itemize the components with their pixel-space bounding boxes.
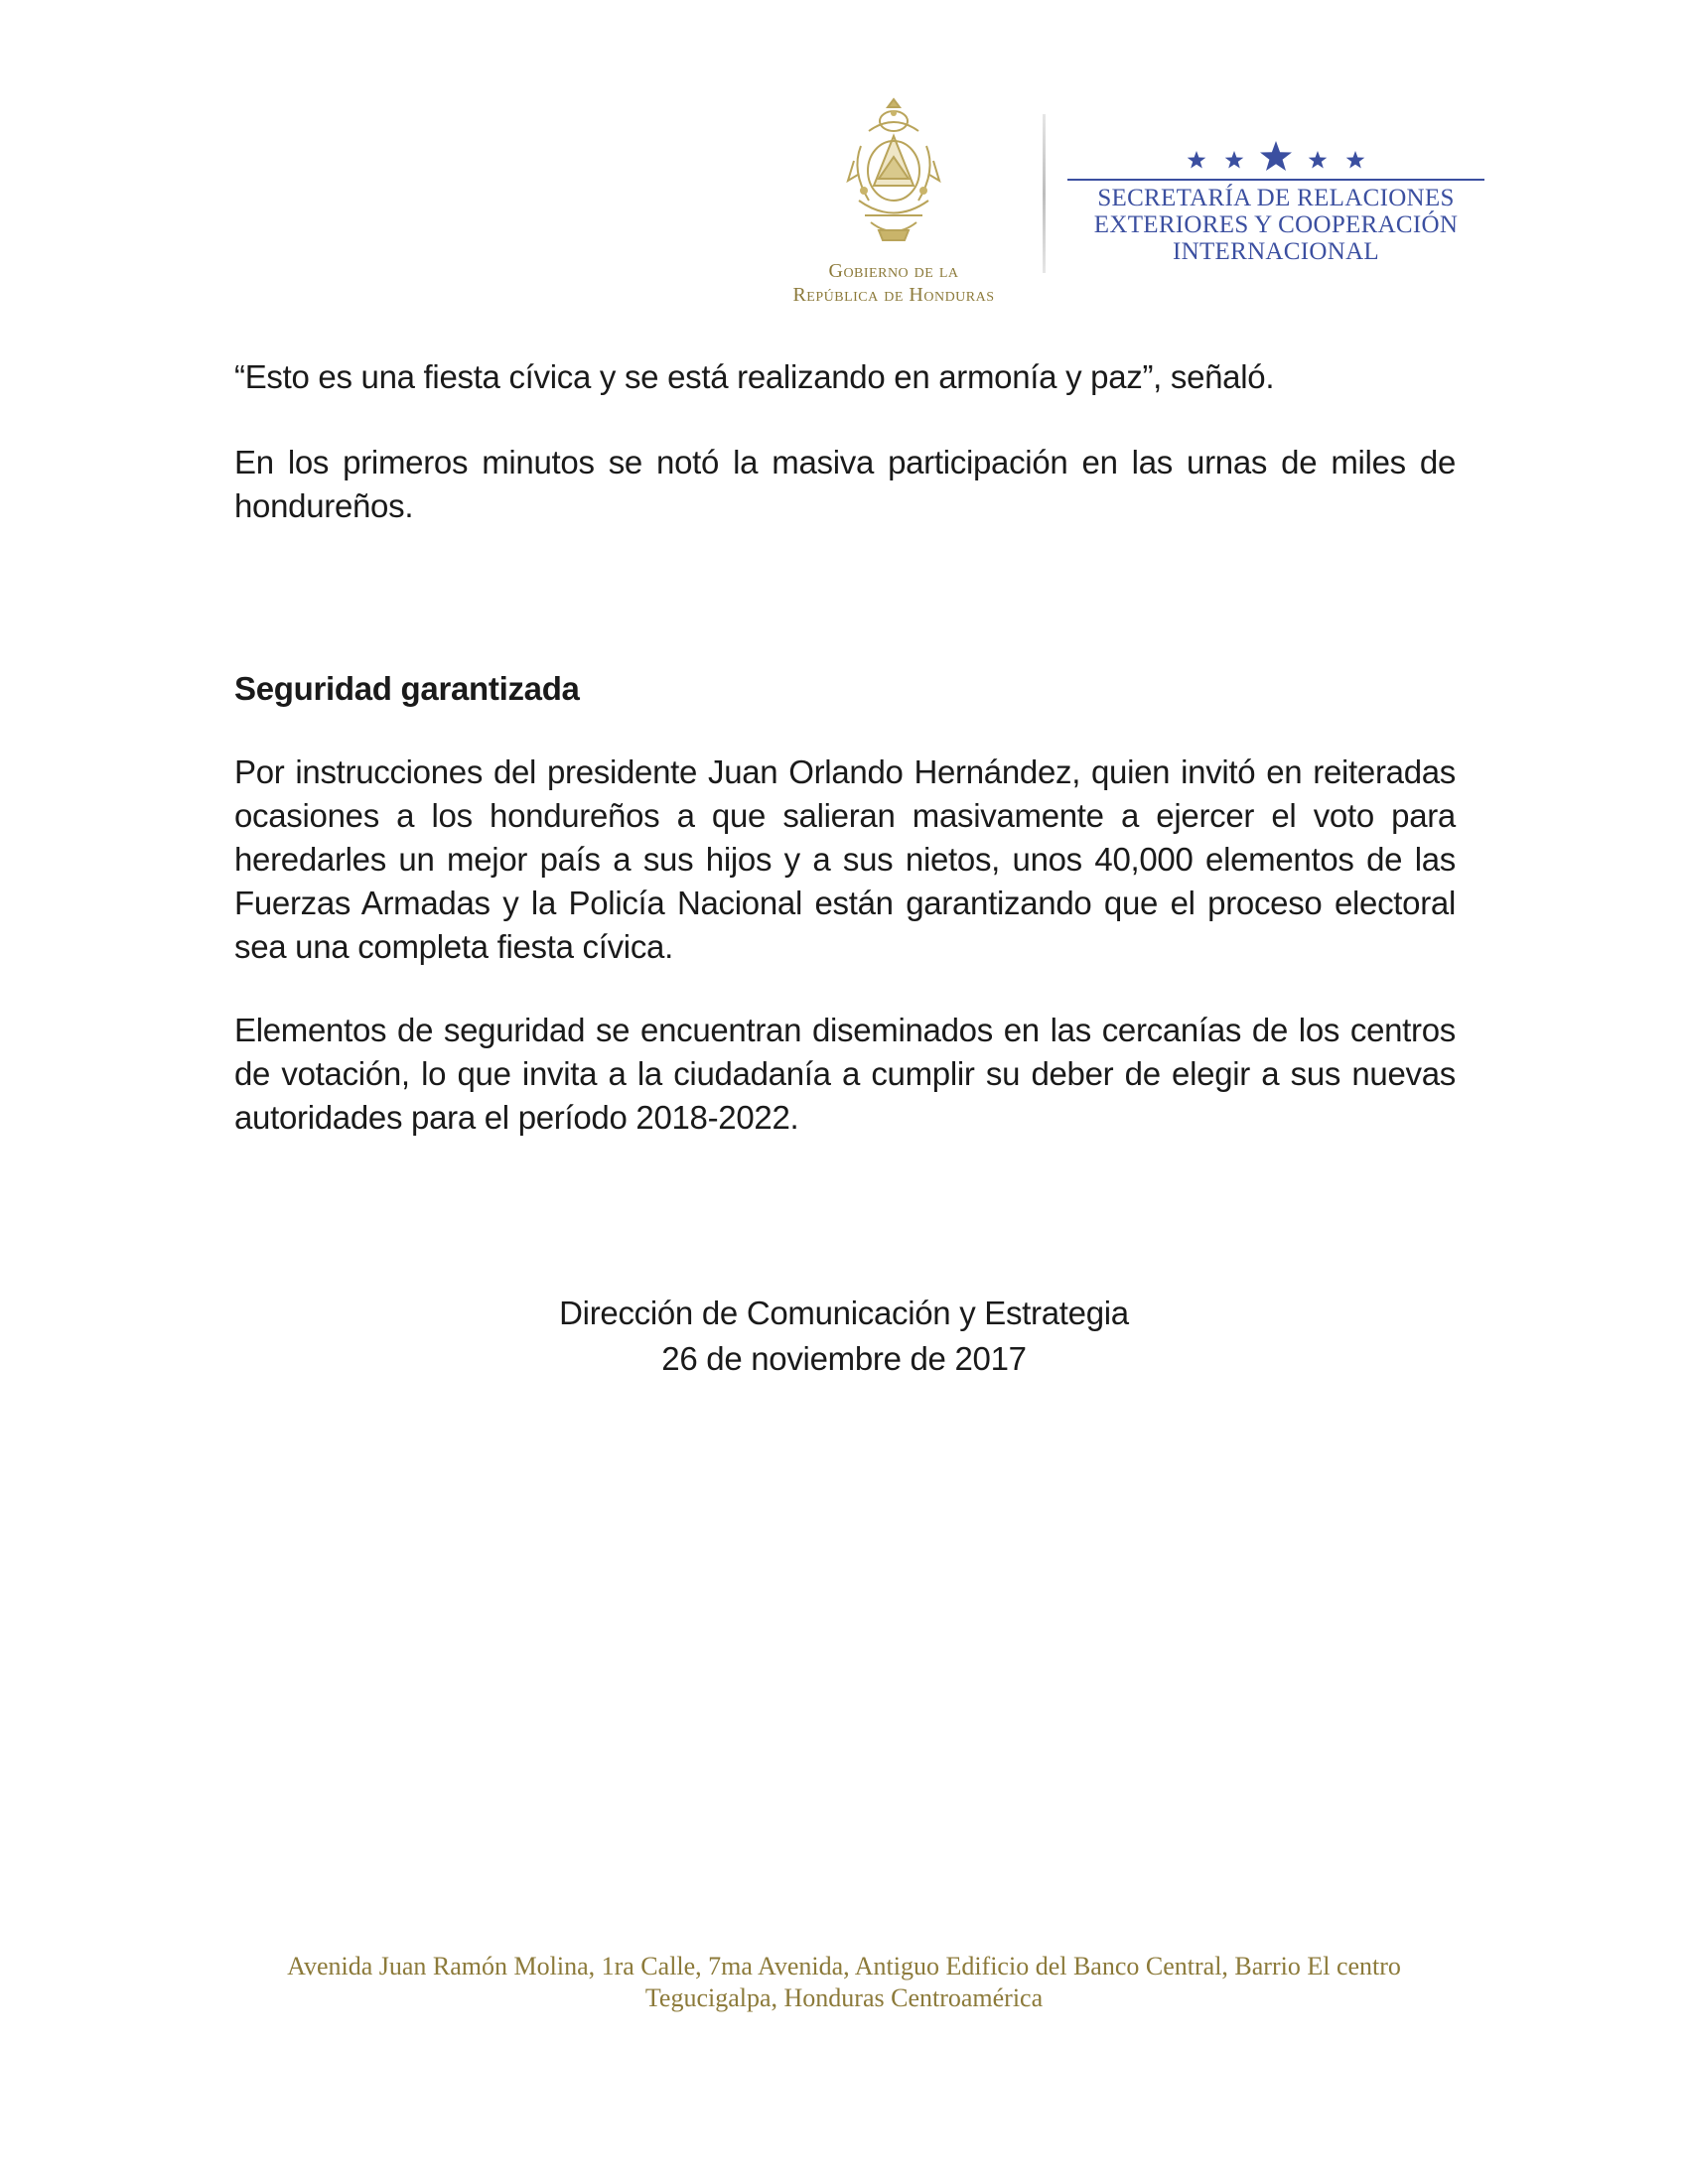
ministry-logo-block — [1067, 137, 1484, 265]
coat-of-arms-icon — [839, 91, 948, 255]
five-stars-icon — [1177, 137, 1375, 177]
document-body — [234, 355, 1456, 1140]
letterhead — [0, 0, 1688, 306]
signature-office: Dirección de Comunicación y Estrategia — [559, 1295, 1129, 1331]
ministry-name-line2: EXTERIORES Y COOPERACIÓN — [1093, 211, 1459, 238]
signature-date: 26 de noviembre de 2017 — [661, 1340, 1027, 1377]
government-name — [755, 259, 1033, 307]
quote-paragraph: “Esto es una fiesta cívica y se está realizando en armonía y paz”, señaló. — [234, 358, 1275, 395]
deployment-paragraph: Elementos de seguridad se encuentran diseminados en las cercanías de los centros de votación, lo que invita a la ciudadanía a cumplir su deber de elegir a sus nuevas autoridades para el período 2018-2022. — [234, 1012, 1456, 1136]
ministry-name-line1: SECRETARÍA DE RELACIONES — [1097, 185, 1455, 211]
footer-address-line1: Avenida Juan Ramón Molina, 1ra Calle, 7ma Avenida, Antiguo Edificio del Banco Central, Barrio El centro — [287, 1952, 1401, 1980]
government-name-line1: Gobierno de la — [828, 260, 959, 282]
government-name-line2: República de Honduras — [792, 284, 995, 306]
government-logo-block — [755, 91, 1033, 307]
signature-block — [0, 1291, 1688, 1382]
footer-address — [0, 1951, 1688, 2014]
section-heading: Seguridad garantizada — [234, 670, 580, 707]
ministry-rule — [1067, 179, 1484, 181]
ministry-name-line3: INTERNACIONAL — [1172, 238, 1380, 265]
ministry-name — [1067, 185, 1484, 265]
footer-address-line2: Tegucigalpa, Honduras Centroamérica — [644, 1983, 1044, 2012]
header-divider — [1043, 114, 1046, 273]
security-paragraph: Por instrucciones del presidente Juan Orlando Hernández, quien invitó en reiteradas ocasiones a los hondureños a que salieran masivamente a ejercer el voto para heredarles un mejor país a sus hijos y a sus nietos, unos 40,000 elementos de las Fuerzas Armadas y la Policía Nacional están garantizando que el proceso electoral sea una completa fiesta cívica. — [234, 753, 1456, 965]
participation-paragraph: En los primeros minutos se notó la masiva participación en las urnas de miles de hondureños. — [234, 444, 1456, 524]
